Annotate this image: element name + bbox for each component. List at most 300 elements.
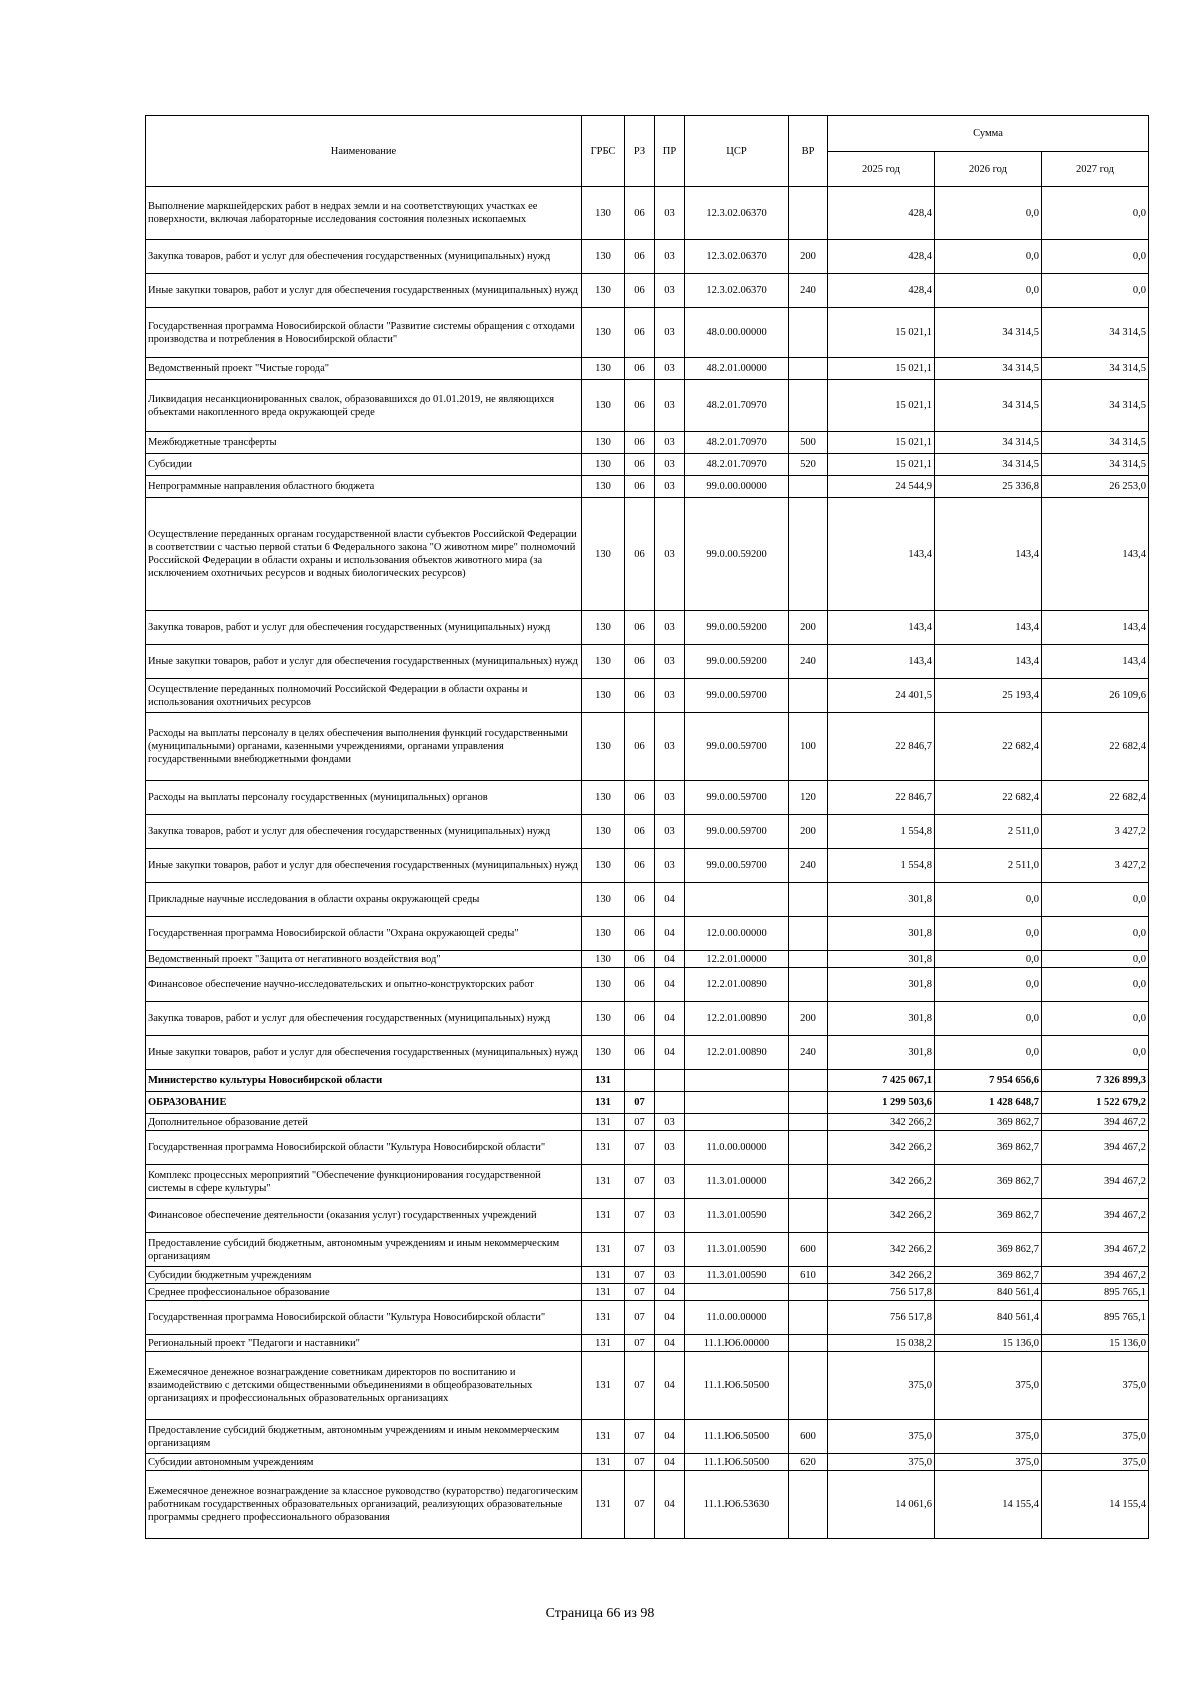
row-sum-2025: 756 517,8 (828, 1301, 935, 1335)
row-name: Иные закупки товаров, работ и услуг для обеспечения государственных (муниципальных) нужд (146, 274, 582, 308)
row-csr: 11.3.01.00590 (685, 1233, 789, 1267)
row-pr: 04 (655, 1002, 685, 1036)
header-rz: РЗ (625, 116, 655, 187)
row-grbs: 130 (582, 454, 625, 476)
row-sum-2026: 375,0 (935, 1420, 1042, 1454)
row-sum-2026: 25 193,4 (935, 679, 1042, 713)
row-vr: 200 (789, 240, 828, 274)
row-sum-2027: 375,0 (1042, 1420, 1149, 1454)
row-name: Иные закупки товаров, работ и услуг для обеспечения государственных (муниципальных) нужд (146, 1036, 582, 1070)
row-pr: 03 (655, 274, 685, 308)
row-sum-2027: 895 765,1 (1042, 1284, 1149, 1301)
row-csr (685, 1092, 789, 1114)
table-body (146, 187, 1149, 1539)
row-csr: 99.0.00.00000 (685, 476, 789, 498)
row-vr (789, 1199, 828, 1233)
row-pr: 03 (655, 308, 685, 358)
row-sum-2025: 301,8 (828, 1036, 935, 1070)
row-csr: 99.0.00.59200 (685, 645, 789, 679)
row-sum-2026: 0,0 (935, 1002, 1042, 1036)
row-grbs: 130 (582, 308, 625, 358)
row-pr: 03 (655, 645, 685, 679)
table-row (146, 815, 1149, 849)
row-vr (789, 968, 828, 1002)
row-csr: 11.1.Ю6.53630 (685, 1471, 789, 1539)
row-name: Государственная программа Новосибирской области "Развитие системы обращения с отходами производства и потребления в Новосибирской области" (146, 308, 582, 358)
row-sum-2025: 375,0 (828, 1420, 935, 1454)
row-rz: 07 (625, 1420, 655, 1454)
row-pr: 04 (655, 917, 685, 951)
row-name: Закупка товаров, работ и услуг для обеспечения государственных (муниципальных) нужд (146, 815, 582, 849)
row-csr: 12.2.01.00890 (685, 1036, 789, 1070)
row-grbs: 131 (582, 1131, 625, 1165)
row-sum-2025: 342 266,2 (828, 1233, 935, 1267)
page-number: Страница 66 из 98 (545, 1606, 655, 1621)
row-csr: 11.3.01.00590 (685, 1267, 789, 1284)
row-pr: 04 (655, 1420, 685, 1454)
row-sum-2026: 0,0 (935, 917, 1042, 951)
row-sum-2027: 375,0 (1042, 1352, 1149, 1420)
row-name: Дополнительное образование детей (146, 1114, 582, 1131)
row-sum-2027: 3 427,2 (1042, 815, 1149, 849)
row-grbs: 130 (582, 968, 625, 1002)
row-rz: 06 (625, 951, 655, 968)
row-sum-2027: 0,0 (1042, 1002, 1149, 1036)
row-vr (789, 1131, 828, 1165)
row-pr: 03 (655, 454, 685, 476)
table-row (146, 1352, 1149, 1420)
row-vr (789, 1335, 828, 1352)
row-pr (655, 1070, 685, 1092)
header-csr: ЦСР (685, 116, 789, 187)
row-pr: 04 (655, 1284, 685, 1301)
row-vr (789, 917, 828, 951)
row-sum-2025: 428,4 (828, 187, 935, 240)
row-sum-2027: 0,0 (1042, 883, 1149, 917)
row-pr: 03 (655, 498, 685, 611)
row-pr: 04 (655, 1471, 685, 1539)
row-csr: 99.0.00.59200 (685, 611, 789, 645)
row-pr: 03 (655, 187, 685, 240)
row-name: Субсидии бюджетным учреждениям (146, 1267, 582, 1284)
row-csr: 12.3.02.06370 (685, 240, 789, 274)
row-vr: 600 (789, 1233, 828, 1267)
row-vr: 240 (789, 645, 828, 679)
table-row (146, 1267, 1149, 1284)
row-vr (789, 1165, 828, 1199)
row-rz: 06 (625, 432, 655, 454)
row-name: Выполнение маркшейдерских работ в недрах земли и на соответствующих участках ее поверхности, включая лабораторные исследования состояния полезных ископаемых (146, 187, 582, 240)
row-csr: 99.0.00.59200 (685, 498, 789, 611)
row-sum-2026: 34 314,5 (935, 308, 1042, 358)
row-name: Межбюджетные трансферты (146, 432, 582, 454)
table-row (146, 380, 1149, 432)
row-sum-2026: 34 314,5 (935, 454, 1042, 476)
row-sum-2027: 394 467,2 (1042, 1233, 1149, 1267)
row-name: Закупка товаров, работ и услуг для обеспечения государственных (муниципальных) нужд (146, 240, 582, 274)
row-sum-2025: 15 021,1 (828, 308, 935, 358)
row-grbs: 131 (582, 1267, 625, 1284)
row-name: Иные закупки товаров, работ и услуг для обеспечения государственных (муниципальных) нужд (146, 645, 582, 679)
row-vr (789, 1471, 828, 1539)
row-rz: 07 (625, 1114, 655, 1131)
row-pr: 04 (655, 1352, 685, 1420)
table-row (146, 1454, 1149, 1471)
row-pr: 03 (655, 815, 685, 849)
row-csr: 48.2.01.70970 (685, 432, 789, 454)
row-vr (789, 476, 828, 498)
row-grbs: 131 (582, 1092, 625, 1114)
row-grbs: 130 (582, 611, 625, 645)
row-grbs: 130 (582, 645, 625, 679)
row-pr: 04 (655, 1335, 685, 1352)
row-grbs: 130 (582, 713, 625, 781)
table-row (146, 781, 1149, 815)
row-csr: 12.2.01.00890 (685, 968, 789, 1002)
row-csr: 99.0.00.59700 (685, 679, 789, 713)
table-row (146, 274, 1149, 308)
row-sum-2025: 15 021,1 (828, 432, 935, 454)
row-vr: 500 (789, 432, 828, 454)
row-rz: 06 (625, 240, 655, 274)
row-sum-2025: 301,8 (828, 951, 935, 968)
row-sum-2026: 369 862,7 (935, 1267, 1042, 1284)
row-sum-2026: 22 682,4 (935, 713, 1042, 781)
row-sum-2027: 394 467,2 (1042, 1114, 1149, 1131)
row-grbs: 130 (582, 240, 625, 274)
row-name: ОБРАЗОВАНИЕ (146, 1092, 582, 1114)
row-sum-2025: 342 266,2 (828, 1165, 935, 1199)
row-rz: 06 (625, 645, 655, 679)
row-vr (789, 883, 828, 917)
table-row (146, 187, 1149, 240)
row-sum-2027: 0,0 (1042, 274, 1149, 308)
row-sum-2026: 369 862,7 (935, 1165, 1042, 1199)
header-grbs: ГРБС (582, 116, 625, 187)
row-grbs: 131 (582, 1070, 625, 1092)
row-grbs: 131 (582, 1199, 625, 1233)
row-csr: 48.2.01.70970 (685, 380, 789, 432)
table-row (146, 611, 1149, 645)
row-pr: 03 (655, 432, 685, 454)
row-sum-2025: 24 544,9 (828, 476, 935, 498)
row-vr (789, 498, 828, 611)
table-row (146, 713, 1149, 781)
row-grbs: 131 (582, 1165, 625, 1199)
row-rz: 06 (625, 1002, 655, 1036)
table-row (146, 1002, 1149, 1036)
table-row (146, 308, 1149, 358)
row-name: Закупка товаров, работ и услуг для обеспечения государственных (муниципальных) нужд (146, 1002, 582, 1036)
row-rz: 07 (625, 1335, 655, 1352)
row-name: Финансовое обеспечение деятельности (оказания услуг) государственных учреждений (146, 1199, 582, 1233)
header-year-2027: 2027 год (1042, 152, 1149, 187)
table-row (146, 1420, 1149, 1454)
table-row (146, 1070, 1149, 1092)
header-year-2025: 2025 год (828, 152, 935, 187)
row-name: Ежемесячное денежное вознаграждение советникам директоров по воспитанию и взаимодействию с детскими общественными объединениями в общеобразовательных организациях и профессиональных образовательных организациях (146, 1352, 582, 1420)
row-grbs: 130 (582, 951, 625, 968)
row-sum-2025: 342 266,2 (828, 1267, 935, 1284)
row-pr: 03 (655, 476, 685, 498)
row-csr (685, 1284, 789, 1301)
row-vr (789, 187, 828, 240)
table-row (146, 883, 1149, 917)
row-sum-2027: 22 682,4 (1042, 713, 1149, 781)
row-sum-2027: 34 314,5 (1042, 380, 1149, 432)
row-sum-2027: 3 427,2 (1042, 849, 1149, 883)
row-sum-2026: 0,0 (935, 187, 1042, 240)
row-grbs: 130 (582, 883, 625, 917)
row-sum-2026: 143,4 (935, 611, 1042, 645)
row-vr (789, 1284, 828, 1301)
row-name: Предоставление субсидий бюджетным, автономным учреждениям и иным некоммерческим организациям (146, 1233, 582, 1267)
row-pr: 04 (655, 968, 685, 1002)
row-name: Государственная программа Новосибирской области "Культура Новосибирской области" (146, 1131, 582, 1165)
row-sum-2026: 2 511,0 (935, 815, 1042, 849)
row-pr: 03 (655, 679, 685, 713)
row-grbs: 130 (582, 187, 625, 240)
row-csr (685, 1070, 789, 1092)
row-rz: 07 (625, 1267, 655, 1284)
row-sum-2025: 342 266,2 (828, 1114, 935, 1131)
row-sum-2026: 143,4 (935, 498, 1042, 611)
row-pr: 04 (655, 1454, 685, 1471)
row-csr: 99.0.00.59700 (685, 815, 789, 849)
row-rz: 06 (625, 274, 655, 308)
row-sum-2027: 394 467,2 (1042, 1267, 1149, 1284)
row-grbs: 130 (582, 917, 625, 951)
row-sum-2025: 24 401,5 (828, 679, 935, 713)
row-pr: 04 (655, 883, 685, 917)
row-rz: 06 (625, 917, 655, 951)
row-sum-2027: 26 109,6 (1042, 679, 1149, 713)
row-sum-2027: 0,0 (1042, 187, 1149, 240)
row-pr (655, 1092, 685, 1114)
row-vr (789, 1114, 828, 1131)
row-sum-2026: 22 682,4 (935, 781, 1042, 815)
row-sum-2025: 143,4 (828, 498, 935, 611)
row-pr: 03 (655, 781, 685, 815)
row-grbs: 131 (582, 1301, 625, 1335)
row-grbs: 130 (582, 849, 625, 883)
row-sum-2027: 375,0 (1042, 1454, 1149, 1471)
row-sum-2025: 1 299 503,6 (828, 1092, 935, 1114)
row-sum-2026: 375,0 (935, 1352, 1042, 1420)
table-row (146, 1199, 1149, 1233)
row-name: Прикладные научные исследования в области охраны окружающей среды (146, 883, 582, 917)
row-vr (789, 951, 828, 968)
row-sum-2027: 34 314,5 (1042, 358, 1149, 380)
row-sum-2025: 342 266,2 (828, 1199, 935, 1233)
row-rz (625, 1070, 655, 1092)
row-sum-2025: 7 425 067,1 (828, 1070, 935, 1092)
row-grbs: 130 (582, 358, 625, 380)
row-sum-2027: 394 467,2 (1042, 1131, 1149, 1165)
row-csr: 11.1.Ю6.50500 (685, 1352, 789, 1420)
row-grbs: 130 (582, 380, 625, 432)
row-sum-2026: 0,0 (935, 240, 1042, 274)
row-grbs: 131 (582, 1352, 625, 1420)
row-name: Предоставление субсидий бюджетным, автономным учреждениям и иным некоммерческим организациям (146, 1420, 582, 1454)
row-vr (789, 380, 828, 432)
row-sum-2027: 143,4 (1042, 645, 1149, 679)
table-row (146, 679, 1149, 713)
row-grbs: 131 (582, 1420, 625, 1454)
table-row (146, 645, 1149, 679)
row-sum-2025: 1 554,8 (828, 815, 935, 849)
row-rz: 07 (625, 1301, 655, 1335)
row-name: Комплекс процессных мероприятий "Обеспечение функционирования государственной системы в сфере культуры" (146, 1165, 582, 1199)
row-pr: 03 (655, 1267, 685, 1284)
row-sum-2027: 22 682,4 (1042, 781, 1149, 815)
row-pr: 03 (655, 1165, 685, 1199)
row-grbs: 131 (582, 1454, 625, 1471)
row-sum-2027: 0,0 (1042, 240, 1149, 274)
row-csr: 11.3.01.00000 (685, 1165, 789, 1199)
header-vr: ВР (789, 116, 828, 187)
row-vr (789, 1070, 828, 1092)
row-sum-2026: 1 428 648,7 (935, 1092, 1042, 1114)
row-pr: 04 (655, 951, 685, 968)
row-csr: 12.3.02.06370 (685, 274, 789, 308)
row-sum-2025: 428,4 (828, 240, 935, 274)
row-sum-2025: 301,8 (828, 968, 935, 1002)
row-pr: 03 (655, 358, 685, 380)
row-vr (789, 358, 828, 380)
row-vr: 240 (789, 849, 828, 883)
row-pr: 03 (655, 713, 685, 781)
header-name: Наименование (146, 116, 582, 187)
row-grbs: 130 (582, 1036, 625, 1070)
row-rz: 07 (625, 1199, 655, 1233)
row-vr: 240 (789, 274, 828, 308)
row-sum-2026: 0,0 (935, 968, 1042, 1002)
row-sum-2026: 369 862,7 (935, 1199, 1042, 1233)
row-name: Ведомственный проект "Защита от негативного воздействия вод" (146, 951, 582, 968)
row-pr: 03 (655, 1114, 685, 1131)
row-sum-2027: 0,0 (1042, 917, 1149, 951)
row-pr: 04 (655, 1301, 685, 1335)
row-sum-2025: 22 846,7 (828, 781, 935, 815)
row-pr: 03 (655, 380, 685, 432)
table-row (146, 454, 1149, 476)
row-rz: 07 (625, 1454, 655, 1471)
table-row (146, 498, 1149, 611)
row-vr: 520 (789, 454, 828, 476)
row-grbs: 130 (582, 432, 625, 454)
row-csr: 11.0.00.00000 (685, 1301, 789, 1335)
row-name: Ведомственный проект "Чистые города" (146, 358, 582, 380)
row-rz: 07 (625, 1165, 655, 1199)
row-grbs: 130 (582, 274, 625, 308)
row-sum-2026: 369 862,7 (935, 1114, 1042, 1131)
row-name: Закупка товаров, работ и услуг для обеспечения государственных (муниципальных) нужд (146, 611, 582, 645)
row-sum-2025: 14 061,6 (828, 1471, 935, 1539)
table-row (146, 1092, 1149, 1114)
row-name: Расходы на выплаты персоналу в целях обеспечения выполнения функций государственными (муниципальными) органами, казенными учреждениями, органами управления государственными внебюджетными фондами (146, 713, 582, 781)
row-sum-2026: 34 314,5 (935, 380, 1042, 432)
row-grbs: 130 (582, 781, 625, 815)
row-sum-2025: 15 038,2 (828, 1335, 935, 1352)
row-grbs: 130 (582, 498, 625, 611)
table-row (146, 432, 1149, 454)
row-grbs: 131 (582, 1284, 625, 1301)
row-csr: 12.3.02.06370 (685, 187, 789, 240)
row-sum-2025: 342 266,2 (828, 1131, 935, 1165)
table-row (146, 1165, 1149, 1199)
row-sum-2027: 1 522 679,2 (1042, 1092, 1149, 1114)
row-sum-2025: 375,0 (828, 1352, 935, 1420)
row-name: Региональный проект "Педагоги и наставники" (146, 1335, 582, 1352)
row-name: Расходы на выплаты персоналу государственных (муниципальных) органов (146, 781, 582, 815)
row-grbs: 131 (582, 1114, 625, 1131)
table-row (146, 1036, 1149, 1070)
row-sum-2025: 22 846,7 (828, 713, 935, 781)
row-rz: 07 (625, 1233, 655, 1267)
row-sum-2027: 394 467,2 (1042, 1199, 1149, 1233)
row-csr: 12.2.01.00890 (685, 1002, 789, 1036)
row-sum-2027: 0,0 (1042, 951, 1149, 968)
row-sum-2025: 15 021,1 (828, 454, 935, 476)
row-vr (789, 1301, 828, 1335)
row-sum-2025: 15 021,1 (828, 358, 935, 380)
row-vr (789, 1352, 828, 1420)
row-vr (789, 308, 828, 358)
row-vr: 600 (789, 1420, 828, 1454)
header-year-2026: 2026 год (935, 152, 1042, 187)
table-row (146, 917, 1149, 951)
row-name: Ежемесячное денежное вознаграждение за классное руководство (кураторство) педагогическим работникам государственных образовательных организаций, реализующих образовательные программы среднего профессионального образования (146, 1471, 582, 1539)
row-rz: 06 (625, 476, 655, 498)
row-pr: 03 (655, 1199, 685, 1233)
row-csr: 12.2.01.00000 (685, 951, 789, 968)
row-vr: 240 (789, 1036, 828, 1070)
row-pr: 03 (655, 611, 685, 645)
row-name: Финансовое обеспечение научно-исследовательских и опытно-конструкторских работ (146, 968, 582, 1002)
table-row (146, 1114, 1149, 1131)
table-row (146, 849, 1149, 883)
budget-table (145, 115, 1149, 1539)
row-name: Министерство культуры Новосибирской области (146, 1070, 582, 1092)
table-row (146, 968, 1149, 1002)
row-grbs: 131 (582, 1471, 625, 1539)
row-vr (789, 679, 828, 713)
row-name: Субсидии автономным учреждениям (146, 1454, 582, 1471)
row-rz: 06 (625, 713, 655, 781)
row-vr: 610 (789, 1267, 828, 1284)
row-name: Иные закупки товаров, работ и услуг для обеспечения государственных (муниципальных) нужд (146, 849, 582, 883)
row-vr: 620 (789, 1454, 828, 1471)
row-rz: 06 (625, 883, 655, 917)
row-vr: 200 (789, 1002, 828, 1036)
row-sum-2025: 143,4 (828, 645, 935, 679)
row-grbs: 130 (582, 1002, 625, 1036)
row-sum-2027: 394 467,2 (1042, 1165, 1149, 1199)
row-sum-2026: 15 136,0 (935, 1335, 1042, 1352)
row-rz: 06 (625, 849, 655, 883)
row-sum-2027: 34 314,5 (1042, 432, 1149, 454)
row-sum-2026: 375,0 (935, 1454, 1042, 1471)
row-sum-2027: 895 765,1 (1042, 1301, 1149, 1335)
row-sum-2026: 369 862,7 (935, 1131, 1042, 1165)
table-row (146, 476, 1149, 498)
row-csr (685, 883, 789, 917)
row-sum-2026: 14 155,4 (935, 1471, 1042, 1539)
row-sum-2026: 0,0 (935, 883, 1042, 917)
row-sum-2025: 428,4 (828, 274, 935, 308)
row-rz: 06 (625, 187, 655, 240)
